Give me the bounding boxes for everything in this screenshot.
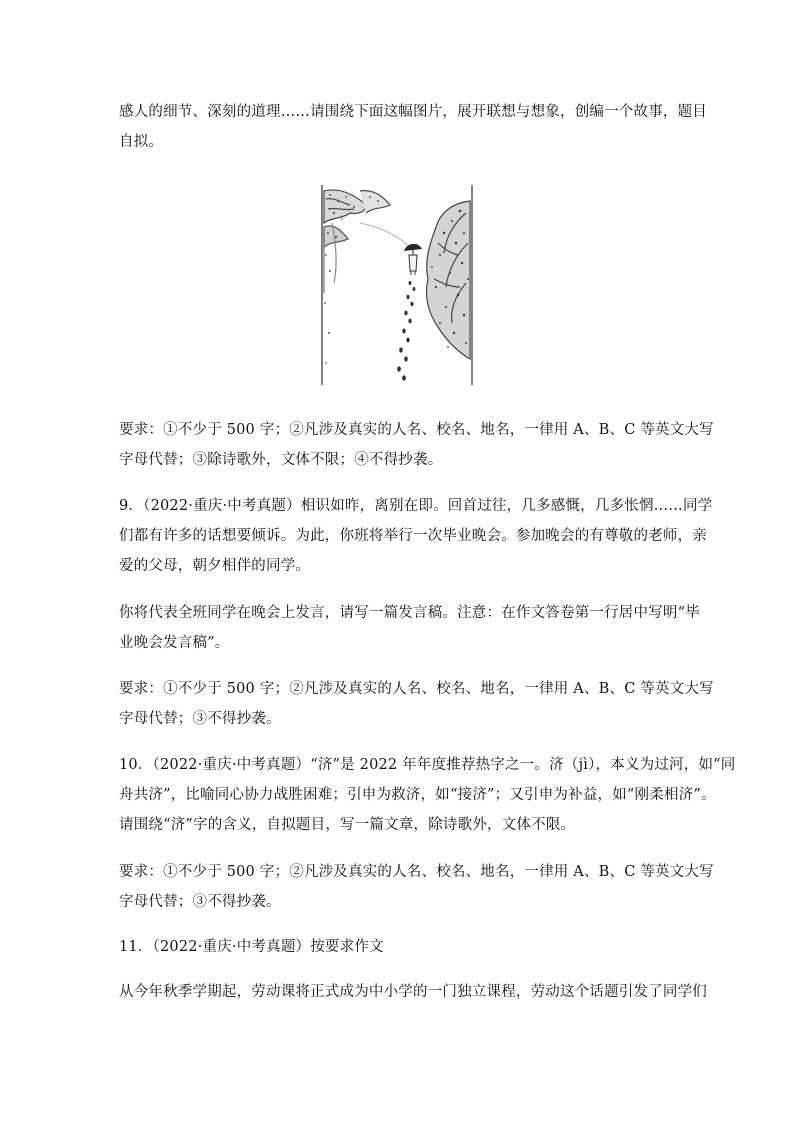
intro-line-1: 感人的细节、深刻的道理……请围绕下面这幅图片，展开联想与想象，创编一个故事，题目 bbox=[119, 104, 707, 120]
req10-line-2: 字母代替；③不得抄袭。 bbox=[119, 894, 281, 910]
requirements-q9 bbox=[119, 674, 714, 734]
requirements-q10 bbox=[119, 857, 714, 917]
req10-line-1: 要求：①不少于 500 字；②凡涉及真实的人名、校名、地名，一律用 A、B、C 等英文大写 bbox=[119, 864, 714, 880]
q10-line-1: 10．（2022·重庆·中考真题）“济”是 2022 年年度推荐热字之一。济（jì），本义为过河，如“同 bbox=[119, 757, 736, 773]
question-11 bbox=[119, 932, 679, 962]
q9-line-1: 9．（2022·重庆·中考真题）相识如昨，离别在即。回首过往，几多感慨，几多怅惘……同学 bbox=[119, 498, 713, 514]
question-11-body bbox=[119, 977, 707, 1007]
q11b-line-1: 从今年秋季学期起，劳动课将正式成为中小学的一门独立课程，劳动这个话题引发了同学们 bbox=[119, 984, 707, 1000]
question-9 bbox=[119, 491, 713, 581]
q9b-line-1: 你将代表全班同学在晚会上发言，请写一篇发言稿。注意：在作文答卷第一行居中写明“毕 bbox=[119, 605, 700, 621]
req9-line-2: 字母代替；③不得抄袭。 bbox=[119, 711, 281, 727]
question-9-instruction bbox=[119, 598, 700, 658]
q11-line-1: 11．（2022·重庆·中考真题）按要求作文 bbox=[119, 939, 384, 955]
q10-line-3: 请围绕“济”字的含义，自拟题目，写一篇文章，除诗歌外，文体不限。 bbox=[119, 817, 576, 833]
req8-line-2: 字母代替；③除诗歌外，文体不限；④不得抄袭。 bbox=[119, 452, 443, 468]
intro-paragraph bbox=[119, 97, 707, 157]
q10-line-2: 舟共济”，比喻同心协力战胜困难；引申为救济，如“接济”；又引申为补益，如“刚柔相济”。 bbox=[119, 787, 716, 803]
requirements-q8 bbox=[119, 415, 714, 475]
path-curve bbox=[360, 223, 408, 245]
footprints bbox=[397, 281, 415, 381]
req9-line-1: 要求：①不少于 500 字；②凡涉及真实的人名、校名、地名，一律用 A、B、C 等英文大写 bbox=[119, 681, 714, 697]
req8-line-1: 要求：①不少于 500 字；②凡涉及真实的人名、校名、地名，一律用 A、B、C 等英文大写 bbox=[119, 422, 714, 438]
umbrella-figure bbox=[404, 244, 422, 275]
left-trees bbox=[324, 190, 390, 293]
question-10 bbox=[119, 750, 736, 840]
snow-walk-illustration bbox=[320, 183, 474, 387]
q9b-line-2: 业晚会发言稿”。 bbox=[119, 635, 230, 651]
intro-line-2: 自拟。 bbox=[119, 134, 164, 150]
q9-line-2: 们都有许多的话想要倾诉。为此，你班将举行一次毕业晚会。参加晚会的有尊敬的老师，亲 bbox=[119, 528, 707, 544]
q9-line-3: 爱的父母，朝夕相伴的同学。 bbox=[119, 558, 311, 574]
right-trees bbox=[426, 201, 470, 359]
